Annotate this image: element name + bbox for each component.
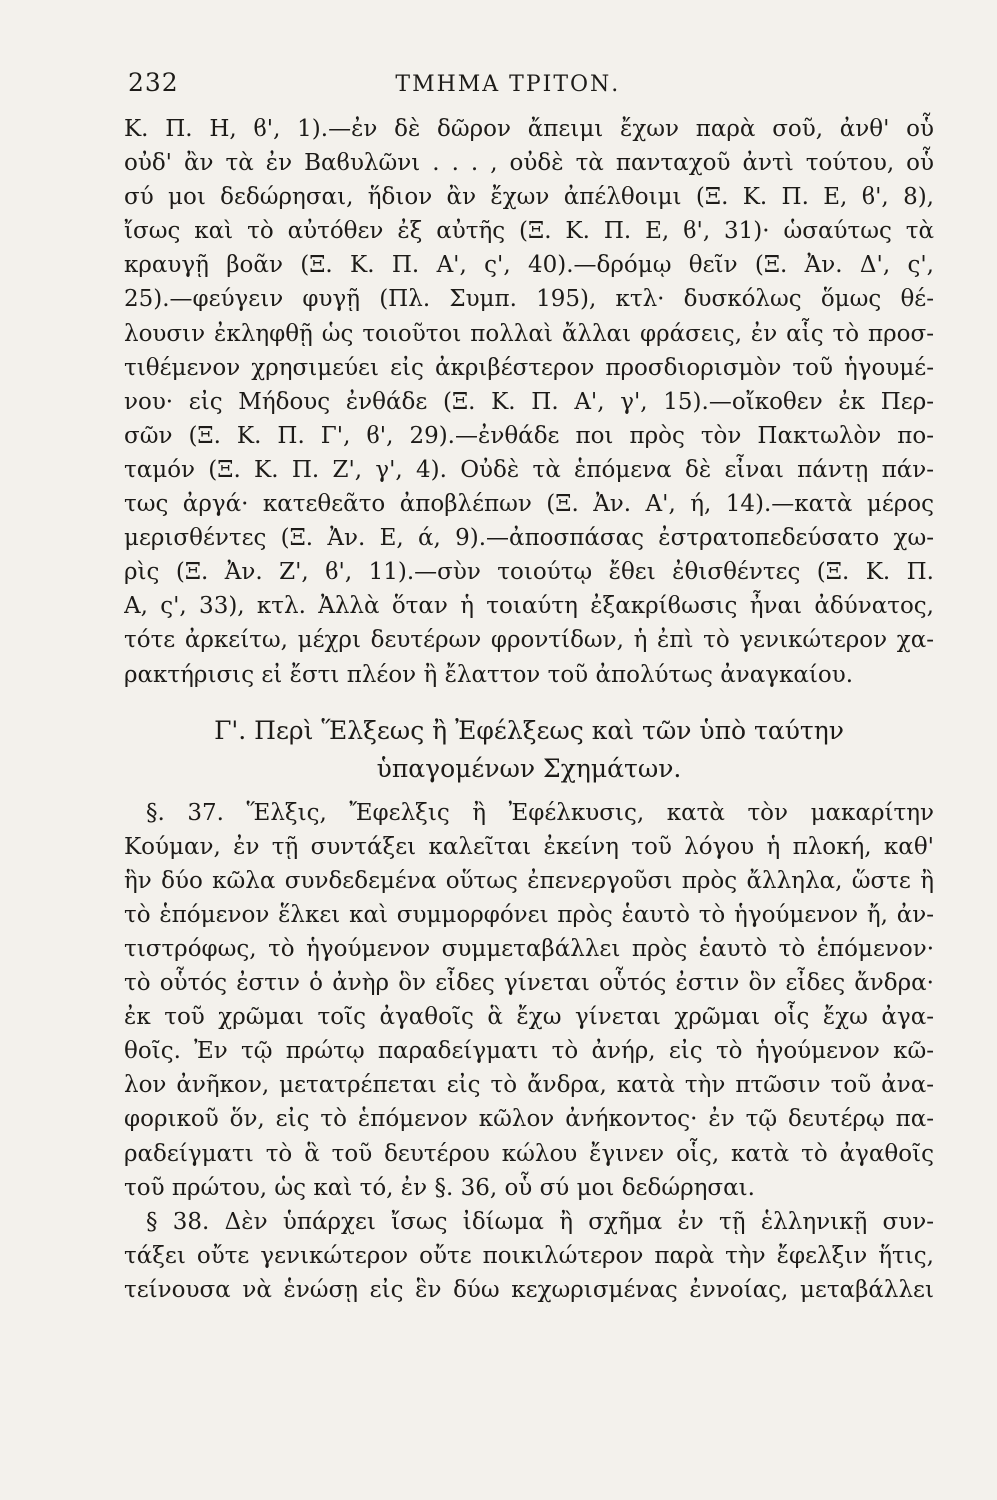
text-line: τότε ἀρκείτω, μέχρι δευτέρων φροντίδων, ἡ ἐπὶ τὸ γενικώτερον χα- <box>124 627 934 654</box>
text-line: θοῖς. Ἐν τῷ πρώτῳ παραδείγματι τὸ ἀνήρ, εἰς τὸ ἡγούμενον κῶ- <box>124 1038 934 1065</box>
text-line: Α, ς', 33), κτλ. Ἀλλὰ ὅταν ἡ τοιαύτη ἐξακρίϐωσις ἦναι ἀδύνατος, <box>124 593 934 620</box>
paragraph-38 <box>124 1205 934 1307</box>
text-line: ρακτήρισις εἰ ἔστι πλέον ἢ ἔλαττον τοῦ ἀπολύτως ἀναγκαίου. <box>124 661 854 688</box>
text-line: λουσιν ἐκληφθῇ ὡς τοιοῦτοι πολλαὶ ἄλλαι φράσεις, ἐν αἷς τὸ προσ- <box>124 320 934 347</box>
text-line: τάξει οὔτε γενικώτερον οὔτε ποικιλώτερον παρὰ τὴν ἔφελξιν ἥτις, <box>124 1242 934 1269</box>
paragraph-37 <box>124 796 934 1205</box>
text-line: ἴσως καὶ τὸ αὐτόθεν ἐξ αὐτῆς (Ξ. Κ. Π. Ε, ϐ', 31)· ὡσαύτως τὰ <box>124 218 934 245</box>
text-line: λον ἀνῆκον, μετατρέπεται εἰς τὸ ἄνδρα, κατὰ τὴν πτῶσιν τοῦ ἀνα- <box>124 1072 934 1099</box>
text-line: ἣν δύο κῶλα συνδεδεμένα οὕτως ἐπενεργοῦσι πρὸς ἄλληλα, ὥστε ἢ <box>124 867 934 894</box>
text-line: τως ἀργά· κατεθεᾶτο ἀποβλέπων (Ξ. Ἀν. Α', ή, 14).—κατὰ μέρος <box>124 491 934 518</box>
running-head: ΤΜΗΜΑ ΤΡΙΤΟΝ. <box>395 72 621 97</box>
text-line: σῶν (Ξ. Κ. Π. Γ', ϐ', 29).—ἐνθάδε ποι πρὸς τὸν Πακτωλὸν πο- <box>124 422 934 449</box>
text-line: Κ. Π. Η, ϐ', 1).—ἐν δὲ δῶρον ἄπειμι ἔχων παρὰ σοῦ, ἀνθ' οὗ <box>124 116 934 142</box>
page-body <box>124 112 934 1307</box>
page-header <box>128 68 927 102</box>
text-line: οὐδ' ἂν τὰ ἐν Βαϐυλῶνι . . . , οὐδὲ τὰ πανταχοῦ ἀντὶ τούτου, οὗ <box>124 150 934 177</box>
text-line: φορικοῦ ὅν, εἰς τὸ ἑπόμενον κῶλον ἀνήκοντος· ἐν τῷ δευτέρῳ πα- <box>124 1106 934 1133</box>
text-line: ραδείγματι τὸ ἃ τοῦ δευτέρου κώλου ἔγινεν οἷς, κατὰ τὸ ἀγαθοῖς <box>124 1140 934 1167</box>
text-line: §. 37. Ἕλξις, Ἔφελξις ἢ Ἐφέλκυσις, κατὰ τὸν μακαρίτην <box>146 799 934 826</box>
text-line: μερισθέντες (Ξ. Ἀν. Ε, ά, 9).—ἀποσπάσας ἐστρατοπεδεύσατο χω- <box>124 525 934 552</box>
text-line: τιστρόφως, τὸ ἡγούμενον συμμεταβάλλει πρὸς ἑαυτὸ τὸ ἑπόμενον· <box>124 935 934 962</box>
section-heading <box>124 712 934 788</box>
text-line: Κούμαν, ἐν τῇ συντάξει καλεῖται ἐκείνη τοῦ λόγου ἡ πλοκή, καθ' <box>124 833 934 860</box>
text-line: ἐκ τοῦ χρῶμαι τοῖς ἀγαθοῖς ἃ ἔχω γίνεται χρῶμαι οἷς ἔχω ἀγα- <box>124 1004 934 1031</box>
text-line: τὸ ἑπόμενον ἕλκει καὶ συμμορφόνει πρὸς ἑαυτὸ τὸ ἡγούμενον ἤ, ἀν- <box>124 901 934 928</box>
text-line: ρὶς (Ξ. Ἀν. Ζ', ϐ', 11).—σὺν τοιούτῳ ἔθει ἐθισθέντες (Ξ. Κ. Π. <box>124 559 934 586</box>
text-line: σύ μοι δεδώρησαι, ἥδιον ἂν ἔχων ἀπέλθοιμι (Ξ. Κ. Π. Ε, ϐ', 8), <box>124 184 934 211</box>
text-line: κραυγῇ βοᾶν (Ξ. Κ. Π. Α', ς', 40).—δρόμῳ θεῖν (Ξ. Ἀν. Δ', ς', <box>124 252 934 279</box>
text-line: ταμόν (Ξ. Κ. Π. Ζ', γ', 4). Οὐδὲ τὰ ἑπόμενα δὲ εἶναι πάντῃ πάν- <box>124 456 934 483</box>
text-line: 25).—φεύγειν φυγῇ (Πλ. Συμπ. 195), κτλ· δυσκόλως ὅμως θέ- <box>124 286 934 313</box>
text-line: νου· εἰς Μήδους ἐνθάδε (Ξ. Κ. Π. Α', γ', 15).—οἴκοθεν ἐκ Περ- <box>124 388 934 415</box>
text-line: τοῦ πρώτου, ὡς καὶ τό, ἐν §. 36, οὗ σύ μοι δεδώρησαι. <box>124 1174 755 1201</box>
section-heading-line: Γ'. Περὶ Ἕλξεως ἢ Ἐφέλξεως καὶ τῶν ὑπὸ ταύτην <box>214 715 844 745</box>
text-line: τιθέμενον χρησιμεύει εἰς ἀκριβέστερον προσδιορισμὸν τοῦ ἡγουμέ- <box>124 354 934 381</box>
text-line: τὸ οὗτός ἐστιν ὁ ἀνὴρ ὃν εἶδες γίνεται οὗτός ἐστιν ὃν εἶδες ἄνδρα· <box>124 970 934 997</box>
page-number: 232 <box>128 68 179 97</box>
text-line: § 38. Δὲν ὑπάρχει ἴσως ἰδίωμα ἢ σχῆμα ἐν τῇ ἑλληνικῇ συν- <box>146 1208 934 1235</box>
section-heading-line: ὑπαγομένων Σχημάτων. <box>376 753 682 783</box>
text-line: τείνουσα νὰ ἑνώσῃ εἰς ἓν δύω κεχωρισμένας ἐννοίας, μεταβάλλει <box>124 1276 934 1303</box>
paragraph-continued <box>124 112 934 692</box>
